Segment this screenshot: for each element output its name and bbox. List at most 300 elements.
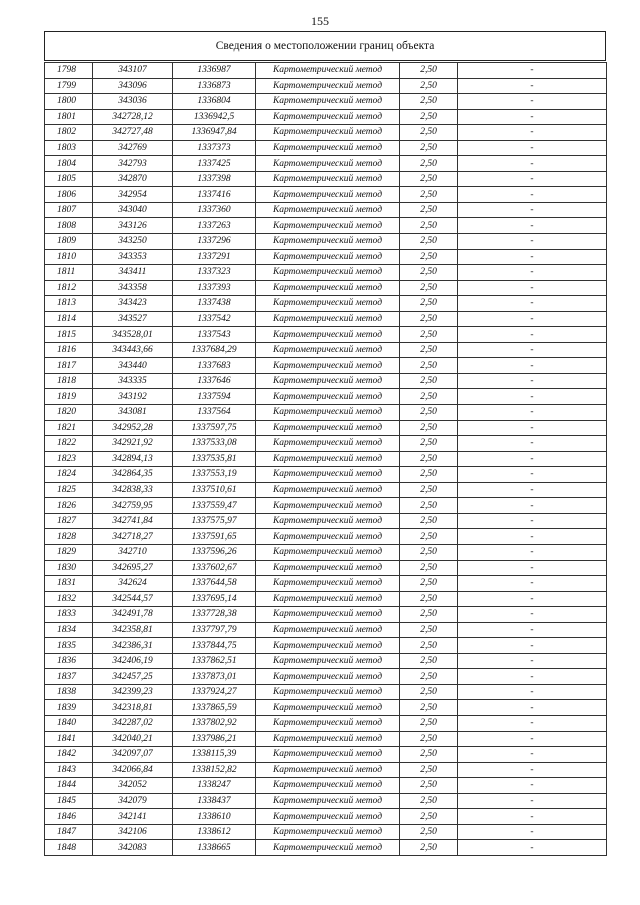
method-cell: Картометрический метод	[256, 389, 400, 405]
description-cell: -	[458, 125, 607, 141]
y-coordinate-cell: 1338247	[173, 778, 256, 794]
precision-cell: 2,50	[400, 327, 458, 343]
x-coordinate-cell: 342894,13	[93, 451, 173, 467]
x-coordinate-cell: 342727,48	[93, 125, 173, 141]
description-cell: -	[458, 140, 607, 156]
description-cell: -	[458, 187, 607, 203]
table-row	[45, 249, 607, 265]
point-number-cell: 1831	[45, 576, 93, 592]
method-cell: Картометрический метод	[256, 467, 400, 483]
point-number-cell: 1827	[45, 513, 93, 529]
x-coordinate-cell: 343192	[93, 389, 173, 405]
description-cell: -	[458, 762, 607, 778]
x-coordinate-cell: 342870	[93, 171, 173, 187]
table-row	[45, 715, 607, 731]
precision-cell: 2,50	[400, 622, 458, 638]
method-cell: Картометрический метод	[256, 78, 400, 94]
description-cell: -	[458, 793, 607, 809]
description-cell: -	[458, 311, 607, 327]
precision-cell: 2,50	[400, 747, 458, 763]
precision-cell: 2,50	[400, 249, 458, 265]
point-number-cell: 1821	[45, 420, 93, 436]
y-coordinate-cell: 1338665	[173, 840, 256, 856]
x-coordinate-cell: 342106	[93, 824, 173, 840]
x-coordinate-cell: 342318,81	[93, 700, 173, 716]
description-cell: -	[458, 358, 607, 374]
method-cell: Картометрический метод	[256, 482, 400, 498]
y-coordinate-cell: 1337416	[173, 187, 256, 203]
y-coordinate-cell: 1337865,59	[173, 700, 256, 716]
description-cell: -	[458, 622, 607, 638]
method-cell: Картометрический метод	[256, 296, 400, 312]
precision-cell: 2,50	[400, 202, 458, 218]
precision-cell: 2,50	[400, 607, 458, 623]
x-coordinate-cell: 342287,02	[93, 715, 173, 731]
point-number-cell: 1847	[45, 824, 93, 840]
coordinates-table	[44, 62, 607, 856]
x-coordinate-cell: 342954	[93, 187, 173, 203]
x-coordinate-cell: 342769	[93, 140, 173, 156]
precision-cell: 2,50	[400, 700, 458, 716]
method-cell: Картометрический метод	[256, 202, 400, 218]
x-coordinate-cell: 342838,33	[93, 482, 173, 498]
table-row	[45, 638, 607, 654]
point-number-cell: 1840	[45, 715, 93, 731]
point-number-cell: 1825	[45, 482, 93, 498]
y-coordinate-cell: 1336804	[173, 94, 256, 110]
table-row	[45, 234, 607, 250]
table-row	[45, 467, 607, 483]
method-cell: Картометрический метод	[256, 793, 400, 809]
precision-cell: 2,50	[400, 544, 458, 560]
table-row	[45, 669, 607, 685]
y-coordinate-cell: 1337594	[173, 389, 256, 405]
y-coordinate-cell: 1336947,84	[173, 125, 256, 141]
y-coordinate-cell: 1337797,79	[173, 622, 256, 638]
table-row	[45, 202, 607, 218]
precision-cell: 2,50	[400, 451, 458, 467]
x-coordinate-cell: 343358	[93, 280, 173, 296]
x-coordinate-cell: 342793	[93, 156, 173, 172]
precision-cell: 2,50	[400, 373, 458, 389]
description-cell: -	[458, 498, 607, 514]
point-number-cell: 1801	[45, 109, 93, 125]
y-coordinate-cell: 1338610	[173, 809, 256, 825]
method-cell: Картометрический метод	[256, 622, 400, 638]
method-cell: Картометрический метод	[256, 560, 400, 576]
y-coordinate-cell: 1337575,97	[173, 513, 256, 529]
method-cell: Картометрический метод	[256, 405, 400, 421]
precision-cell: 2,50	[400, 576, 458, 592]
precision-cell: 2,50	[400, 840, 458, 856]
point-number-cell: 1841	[45, 731, 93, 747]
description-cell: -	[458, 78, 607, 94]
x-coordinate-cell: 343126	[93, 218, 173, 234]
y-coordinate-cell: 1337393	[173, 280, 256, 296]
method-cell: Картометрический метод	[256, 700, 400, 716]
x-coordinate-cell: 343527	[93, 311, 173, 327]
precision-cell: 2,50	[400, 560, 458, 576]
precision-cell: 2,50	[400, 265, 458, 281]
table-row	[45, 265, 607, 281]
point-number-cell: 1834	[45, 622, 93, 638]
x-coordinate-cell: 343440	[93, 358, 173, 374]
x-coordinate-cell: 343081	[93, 405, 173, 421]
x-coordinate-cell: 342728,12	[93, 109, 173, 125]
point-number-cell: 1835	[45, 638, 93, 654]
y-coordinate-cell: 1337296	[173, 234, 256, 250]
method-cell: Картометрический метод	[256, 249, 400, 265]
y-coordinate-cell: 1337873,01	[173, 669, 256, 685]
method-cell: Картометрический метод	[256, 109, 400, 125]
table-row	[45, 327, 607, 343]
x-coordinate-cell: 342052	[93, 778, 173, 794]
y-coordinate-cell: 1337398	[173, 171, 256, 187]
point-number-cell: 1828	[45, 529, 93, 545]
description-cell: -	[458, 342, 607, 358]
point-number-cell: 1823	[45, 451, 93, 467]
y-coordinate-cell: 1336942,5	[173, 109, 256, 125]
table-row	[45, 373, 607, 389]
x-coordinate-cell: 343443,66	[93, 342, 173, 358]
precision-cell: 2,50	[400, 218, 458, 234]
y-coordinate-cell: 1337564	[173, 405, 256, 421]
description-cell: -	[458, 482, 607, 498]
y-coordinate-cell: 1337683	[173, 358, 256, 374]
x-coordinate-cell: 342544,57	[93, 591, 173, 607]
point-number-cell: 1838	[45, 684, 93, 700]
x-coordinate-cell: 342141	[93, 809, 173, 825]
method-cell: Картометрический метод	[256, 171, 400, 187]
x-coordinate-cell: 342864,35	[93, 467, 173, 483]
table-row	[45, 731, 607, 747]
x-coordinate-cell: 342718,27	[93, 529, 173, 545]
point-number-cell: 1820	[45, 405, 93, 421]
table-row	[45, 591, 607, 607]
x-coordinate-cell: 342097,07	[93, 747, 173, 763]
description-cell: -	[458, 544, 607, 560]
description-cell: -	[458, 684, 607, 700]
table-row	[45, 405, 607, 421]
table-row	[45, 778, 607, 794]
x-coordinate-cell: 342358,81	[93, 622, 173, 638]
x-coordinate-cell: 343107	[93, 63, 173, 79]
table-row	[45, 529, 607, 545]
table-row	[45, 482, 607, 498]
description-cell: -	[458, 700, 607, 716]
y-coordinate-cell: 1337438	[173, 296, 256, 312]
precision-cell: 2,50	[400, 467, 458, 483]
description-cell: -	[458, 296, 607, 312]
point-number-cell: 1818	[45, 373, 93, 389]
x-coordinate-cell: 343423	[93, 296, 173, 312]
method-cell: Картометрический метод	[256, 156, 400, 172]
table-row	[45, 793, 607, 809]
method-cell: Картометрический метод	[256, 311, 400, 327]
point-number-cell: 1815	[45, 327, 93, 343]
table-row	[45, 684, 607, 700]
method-cell: Картометрический метод	[256, 513, 400, 529]
point-number-cell: 1812	[45, 280, 93, 296]
description-cell: -	[458, 373, 607, 389]
description-cell: -	[458, 94, 607, 110]
precision-cell: 2,50	[400, 234, 458, 250]
x-coordinate-cell: 342406,19	[93, 653, 173, 669]
method-cell: Картометрический метод	[256, 669, 400, 685]
x-coordinate-cell: 342741,84	[93, 513, 173, 529]
precision-cell: 2,50	[400, 653, 458, 669]
precision-cell: 2,50	[400, 63, 458, 79]
table-row	[45, 280, 607, 296]
table-row	[45, 622, 607, 638]
y-coordinate-cell: 1337373	[173, 140, 256, 156]
table-row	[45, 358, 607, 374]
precision-cell: 2,50	[400, 78, 458, 94]
table-row	[45, 140, 607, 156]
y-coordinate-cell: 1337559,47	[173, 498, 256, 514]
table-row	[45, 560, 607, 576]
precision-cell: 2,50	[400, 498, 458, 514]
description-cell: -	[458, 513, 607, 529]
method-cell: Картометрический метод	[256, 280, 400, 296]
y-coordinate-cell: 1337542	[173, 311, 256, 327]
y-coordinate-cell: 1337543	[173, 327, 256, 343]
y-coordinate-cell: 1337986,21	[173, 731, 256, 747]
description-cell: -	[458, 202, 607, 218]
precision-cell: 2,50	[400, 109, 458, 125]
y-coordinate-cell: 1337695,14	[173, 591, 256, 607]
x-coordinate-cell: 342083	[93, 840, 173, 856]
point-number-cell: 1816	[45, 342, 93, 358]
description-cell: -	[458, 591, 607, 607]
y-coordinate-cell: 1337291	[173, 249, 256, 265]
precision-cell: 2,50	[400, 420, 458, 436]
x-coordinate-cell: 342066,84	[93, 762, 173, 778]
table-row	[45, 218, 607, 234]
point-number-cell: 1824	[45, 467, 93, 483]
precision-cell: 2,50	[400, 778, 458, 794]
x-coordinate-cell: 342491,78	[93, 607, 173, 623]
y-coordinate-cell: 1337684,29	[173, 342, 256, 358]
x-coordinate-cell: 343528,01	[93, 327, 173, 343]
description-cell: -	[458, 109, 607, 125]
description-cell: -	[458, 576, 607, 592]
point-number-cell: 1839	[45, 700, 93, 716]
description-cell: -	[458, 171, 607, 187]
description-cell: -	[458, 669, 607, 685]
x-coordinate-cell: 342921,92	[93, 436, 173, 452]
x-coordinate-cell: 343353	[93, 249, 173, 265]
precision-cell: 2,50	[400, 140, 458, 156]
point-number-cell: 1808	[45, 218, 93, 234]
table-row	[45, 653, 607, 669]
y-coordinate-cell: 1337263	[173, 218, 256, 234]
method-cell: Картометрический метод	[256, 824, 400, 840]
description-cell: -	[458, 467, 607, 483]
description-cell: -	[458, 218, 607, 234]
method-cell: Картометрический метод	[256, 327, 400, 343]
table-row	[45, 824, 607, 840]
y-coordinate-cell: 1338437	[173, 793, 256, 809]
x-coordinate-cell: 343036	[93, 94, 173, 110]
precision-cell: 2,50	[400, 436, 458, 452]
table-row	[45, 63, 607, 79]
description-cell: -	[458, 234, 607, 250]
method-cell: Картометрический метод	[256, 265, 400, 281]
y-coordinate-cell: 1337596,26	[173, 544, 256, 560]
table-row	[45, 544, 607, 560]
method-cell: Картометрический метод	[256, 607, 400, 623]
x-coordinate-cell: 342759,95	[93, 498, 173, 514]
y-coordinate-cell: 1337644,58	[173, 576, 256, 592]
description-cell: -	[458, 63, 607, 79]
method-cell: Картометрический метод	[256, 684, 400, 700]
table-row	[45, 513, 607, 529]
table-row	[45, 809, 607, 825]
description-cell: -	[458, 638, 607, 654]
precision-cell: 2,50	[400, 342, 458, 358]
description-cell: -	[458, 840, 607, 856]
x-coordinate-cell: 342695,27	[93, 560, 173, 576]
table-row	[45, 94, 607, 110]
table-row	[45, 342, 607, 358]
description-cell: -	[458, 715, 607, 731]
description-cell: -	[458, 389, 607, 405]
method-cell: Картометрический метод	[256, 140, 400, 156]
method-cell: Картометрический метод	[256, 373, 400, 389]
precision-cell: 2,50	[400, 280, 458, 296]
y-coordinate-cell: 1337360	[173, 202, 256, 218]
precision-cell: 2,50	[400, 638, 458, 654]
point-number-cell: 1844	[45, 778, 93, 794]
point-number-cell: 1826	[45, 498, 93, 514]
x-coordinate-cell: 342386,31	[93, 638, 173, 654]
point-number-cell: 1829	[45, 544, 93, 560]
method-cell: Картометрический метод	[256, 94, 400, 110]
x-coordinate-cell: 343040	[93, 202, 173, 218]
point-number-cell: 1833	[45, 607, 93, 623]
y-coordinate-cell: 1337844,75	[173, 638, 256, 654]
description-cell: -	[458, 327, 607, 343]
y-coordinate-cell: 1337553,19	[173, 467, 256, 483]
description-cell: -	[458, 420, 607, 436]
method-cell: Картометрический метод	[256, 544, 400, 560]
table-row	[45, 451, 607, 467]
y-coordinate-cell: 1338115,39	[173, 747, 256, 763]
description-cell: -	[458, 529, 607, 545]
precision-cell: 2,50	[400, 482, 458, 498]
x-coordinate-cell: 342457,25	[93, 669, 173, 685]
method-cell: Картометрический метод	[256, 234, 400, 250]
point-number-cell: 1843	[45, 762, 93, 778]
table-row	[45, 389, 607, 405]
y-coordinate-cell: 1337323	[173, 265, 256, 281]
precision-cell: 2,50	[400, 715, 458, 731]
table-row	[45, 296, 607, 312]
description-cell: -	[458, 405, 607, 421]
table-row	[45, 762, 607, 778]
precision-cell: 2,50	[400, 296, 458, 312]
table-row	[45, 311, 607, 327]
point-number-cell: 1807	[45, 202, 93, 218]
precision-cell: 2,50	[400, 513, 458, 529]
y-coordinate-cell: 1338612	[173, 824, 256, 840]
precision-cell: 2,50	[400, 684, 458, 700]
point-number-cell: 1800	[45, 94, 93, 110]
point-number-cell: 1798	[45, 63, 93, 79]
point-number-cell: 1804	[45, 156, 93, 172]
description-cell: -	[458, 747, 607, 763]
point-number-cell: 1811	[45, 265, 93, 281]
x-coordinate-cell: 343250	[93, 234, 173, 250]
method-cell: Картометрический метод	[256, 715, 400, 731]
x-coordinate-cell: 342624	[93, 576, 173, 592]
table-title: Сведения о местоположении границ объекта	[44, 31, 606, 61]
table-row	[45, 747, 607, 763]
table-row	[45, 436, 607, 452]
description-cell: -	[458, 731, 607, 747]
table-row	[45, 156, 607, 172]
method-cell: Картометрический метод	[256, 125, 400, 141]
y-coordinate-cell: 1337602,67	[173, 560, 256, 576]
table-row	[45, 576, 607, 592]
y-coordinate-cell: 1337510,61	[173, 482, 256, 498]
method-cell: Картометрический метод	[256, 436, 400, 452]
method-cell: Картометрический метод	[256, 809, 400, 825]
description-cell: -	[458, 156, 607, 172]
point-number-cell: 1837	[45, 669, 93, 685]
precision-cell: 2,50	[400, 125, 458, 141]
description-cell: -	[458, 607, 607, 623]
description-cell: -	[458, 809, 607, 825]
point-number-cell: 1842	[45, 747, 93, 763]
point-number-cell: 1836	[45, 653, 93, 669]
table-body	[45, 63, 607, 856]
x-coordinate-cell: 342952,28	[93, 420, 173, 436]
point-number-cell: 1819	[45, 389, 93, 405]
description-cell: -	[458, 560, 607, 576]
description-cell: -	[458, 824, 607, 840]
point-number-cell: 1799	[45, 78, 93, 94]
point-number-cell: 1806	[45, 187, 93, 203]
point-number-cell: 1830	[45, 560, 93, 576]
point-number-cell: 1814	[45, 311, 93, 327]
method-cell: Картометрический метод	[256, 342, 400, 358]
precision-cell: 2,50	[400, 358, 458, 374]
table-row	[45, 187, 607, 203]
precision-cell: 2,50	[400, 529, 458, 545]
y-coordinate-cell: 1336873	[173, 78, 256, 94]
method-cell: Картометрический метод	[256, 576, 400, 592]
precision-cell: 2,50	[400, 311, 458, 327]
table-row	[45, 78, 607, 94]
y-coordinate-cell: 1337591,65	[173, 529, 256, 545]
point-number-cell: 1805	[45, 171, 93, 187]
point-number-cell: 1817	[45, 358, 93, 374]
precision-cell: 2,50	[400, 824, 458, 840]
description-cell: -	[458, 451, 607, 467]
method-cell: Картометрический метод	[256, 218, 400, 234]
method-cell: Картометрический метод	[256, 420, 400, 436]
table-row	[45, 420, 607, 436]
y-coordinate-cell: 1337535,81	[173, 451, 256, 467]
precision-cell: 2,50	[400, 187, 458, 203]
precision-cell: 2,50	[400, 171, 458, 187]
x-coordinate-cell: 342079	[93, 793, 173, 809]
precision-cell: 2,50	[400, 669, 458, 685]
description-cell: -	[458, 249, 607, 265]
y-coordinate-cell: 1337802,92	[173, 715, 256, 731]
